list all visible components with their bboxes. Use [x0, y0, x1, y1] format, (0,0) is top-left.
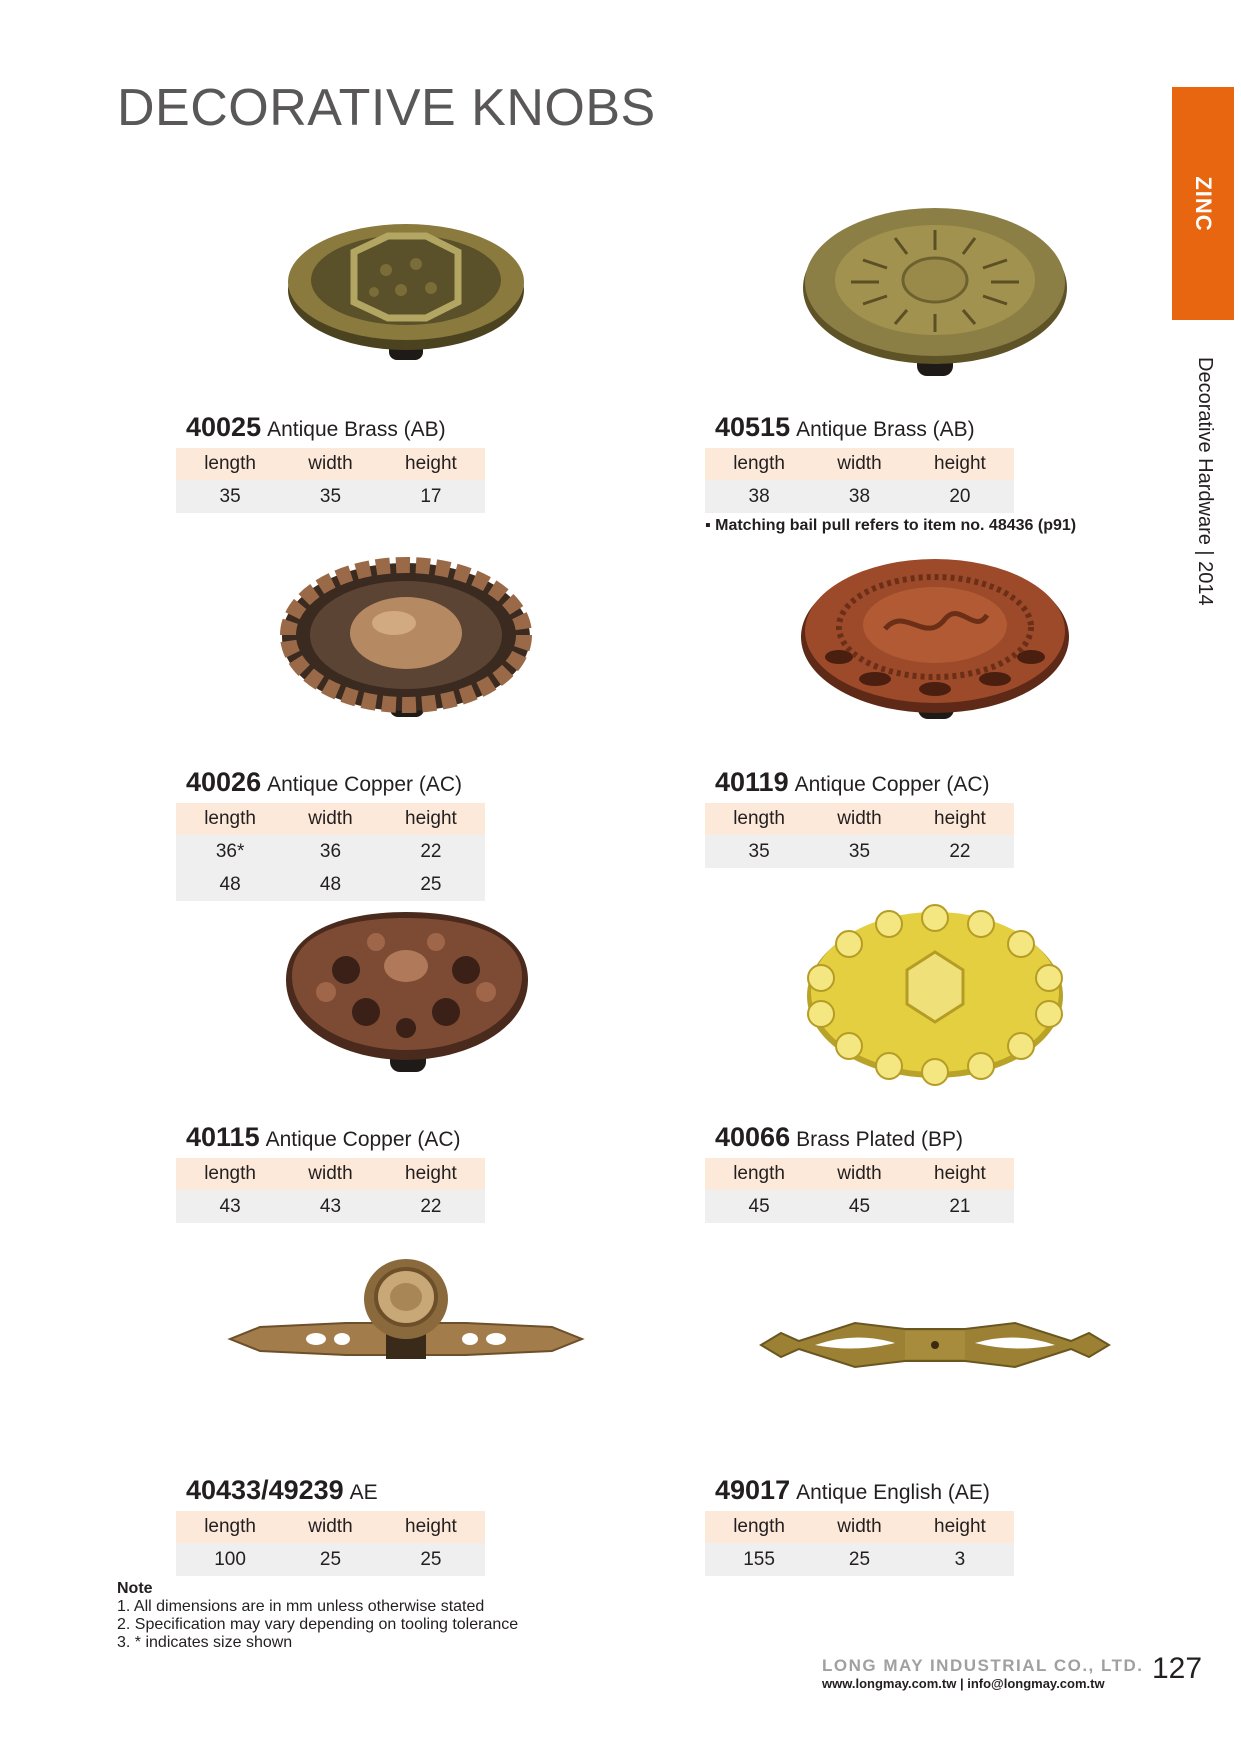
- column-length: length: [176, 1158, 284, 1190]
- product-code: 40433/49239: [186, 1475, 344, 1505]
- length-value: 155: [705, 1543, 813, 1576]
- table-row: [176, 480, 485, 513]
- column-height: height: [906, 1511, 1014, 1543]
- matching-bail-pull-note: ▪ Matching bail pull refers to item no. 48436 (p91): [705, 517, 1077, 534]
- column-height: height: [906, 448, 1014, 480]
- column-width: width: [813, 448, 906, 480]
- product-finish: Antique Copper (AC): [794, 773, 990, 796]
- table-row: [705, 835, 1014, 868]
- table-row: [705, 480, 1014, 513]
- product-finish: Antique English (AE): [796, 1481, 990, 1504]
- column-width: width: [284, 803, 377, 835]
- product-photo: [176, 190, 636, 380]
- product-photo: [176, 900, 636, 1090]
- column-length: length: [176, 1511, 284, 1543]
- table-row: [176, 1543, 485, 1576]
- column-width: width: [284, 448, 377, 480]
- knob-40119-image: [795, 545, 1075, 735]
- note-item: 3. * indicates size shown: [117, 1634, 293, 1651]
- product-code: 40026: [186, 767, 262, 797]
- product-finish: Antique Brass (AB): [796, 418, 975, 441]
- height-value: 20: [906, 480, 1014, 513]
- product-name: [715, 767, 990, 798]
- spec-table: [176, 1158, 485, 1223]
- spec-table: [705, 448, 1014, 513]
- product-name: [186, 1475, 378, 1506]
- notes-section: [117, 1580, 518, 1652]
- product-name: [715, 1475, 990, 1506]
- product-finish: AE: [349, 1481, 378, 1504]
- height-value: 22: [906, 835, 1014, 868]
- side-caption-text: Decorative Hardware | 2014: [1194, 357, 1216, 606]
- knob-40515-image: [795, 190, 1075, 390]
- length-value: 35: [705, 835, 813, 868]
- product-code: 40025: [186, 412, 262, 442]
- page-title: DECORATIVE KNOBS: [117, 79, 656, 137]
- product-code: 49017: [715, 1475, 791, 1505]
- knob-40026-image: [276, 545, 536, 735]
- width-value: 25: [284, 1543, 377, 1576]
- width-value: 25: [813, 1543, 906, 1576]
- column-length: length: [705, 1511, 813, 1543]
- column-width: width: [813, 1158, 906, 1190]
- height-value: 25: [377, 868, 485, 901]
- column-length: length: [705, 1158, 813, 1190]
- column-height: height: [906, 1158, 1014, 1190]
- note-item: 1. All dimensions are in mm unless otherwise stated: [117, 1598, 485, 1615]
- product-code: 40515: [715, 412, 791, 442]
- product-photo: [705, 900, 1165, 1090]
- footer-contact: www.longmay.com.tw | info@longmay.com.tw: [822, 1676, 1105, 1691]
- height-value: 25: [377, 1543, 485, 1576]
- height-value: 17: [377, 480, 485, 513]
- note-item: 2. Specification may vary depending on tooling tolerance: [117, 1616, 519, 1633]
- page-number: 127: [1152, 1652, 1203, 1685]
- column-length: length: [176, 803, 284, 835]
- section-tab: [1172, 87, 1234, 320]
- width-value: 36: [284, 835, 377, 868]
- width-value: 48: [284, 868, 377, 901]
- product-name: [186, 767, 462, 798]
- knob-40025-image: [276, 190, 536, 380]
- height-value: 3: [906, 1543, 1014, 1576]
- length-value: 45: [705, 1190, 813, 1223]
- column-height: height: [377, 803, 485, 835]
- width-value: 35: [284, 480, 377, 513]
- product-photo: [705, 190, 1165, 390]
- column-length: length: [176, 448, 284, 480]
- width-value: 43: [284, 1190, 377, 1223]
- column-width: width: [284, 1158, 377, 1190]
- column-width: width: [284, 1511, 377, 1543]
- table-row: [176, 835, 485, 868]
- spec-table: [176, 803, 485, 901]
- height-value: 22: [377, 1190, 485, 1223]
- length-value: 38: [705, 480, 813, 513]
- product-name: [715, 1122, 963, 1153]
- spec-table: [705, 1158, 1014, 1223]
- product-name: [715, 412, 975, 443]
- column-height: height: [377, 448, 485, 480]
- height-value: 22: [377, 835, 485, 868]
- table-row: [705, 1190, 1014, 1223]
- product-photo: [705, 545, 1165, 735]
- spec-table: [705, 1511, 1014, 1576]
- product-photo: [176, 545, 636, 735]
- column-height: height: [377, 1158, 485, 1190]
- width-value: 38: [813, 480, 906, 513]
- product-code: 40119: [715, 767, 789, 797]
- side-caption: [1190, 357, 1218, 637]
- length-value: 48: [176, 868, 284, 901]
- column-height: height: [377, 1511, 485, 1543]
- product-code: 40115: [186, 1122, 260, 1152]
- length-value: 100: [176, 1543, 284, 1576]
- product-name: [186, 412, 446, 443]
- section-tab-label: ZINC: [1191, 175, 1216, 232]
- column-width: width: [813, 803, 906, 835]
- spec-table: [176, 448, 485, 513]
- knob-40066-image: [795, 900, 1075, 1090]
- backplate-image: [755, 1253, 1115, 1383]
- column-width: width: [813, 1511, 906, 1543]
- height-value: 21: [906, 1190, 1014, 1223]
- length-value: 36*: [176, 835, 284, 868]
- length-value: 43: [176, 1190, 284, 1223]
- spec-table: [705, 803, 1014, 868]
- notes-title: Note: [117, 1580, 153, 1597]
- knob-40115-image: [266, 900, 546, 1090]
- width-value: 35: [813, 835, 906, 868]
- product-finish: Antique Copper (AC): [265, 1128, 461, 1151]
- product-finish: Antique Copper (AC): [267, 773, 463, 796]
- column-length: length: [705, 803, 813, 835]
- product-finish: Antique Brass (AB): [267, 418, 446, 441]
- product-photo: [705, 1253, 1165, 1383]
- table-row: [705, 1543, 1014, 1576]
- product-photo: [176, 1253, 636, 1383]
- product-finish: Brass Plated (BP): [796, 1128, 963, 1151]
- product-code: 40066: [715, 1122, 791, 1152]
- spec-table: [176, 1511, 485, 1576]
- product-name: [186, 1122, 461, 1153]
- column-height: height: [906, 803, 1014, 835]
- table-row: [176, 868, 485, 901]
- footer-company: LONG MAY INDUSTRIAL CO., LTD.: [822, 1656, 1144, 1675]
- backplate-knob-image: [226, 1253, 586, 1383]
- column-length: length: [705, 448, 813, 480]
- table-row: [176, 1190, 485, 1223]
- length-value: 35: [176, 480, 284, 513]
- width-value: 45: [813, 1190, 906, 1223]
